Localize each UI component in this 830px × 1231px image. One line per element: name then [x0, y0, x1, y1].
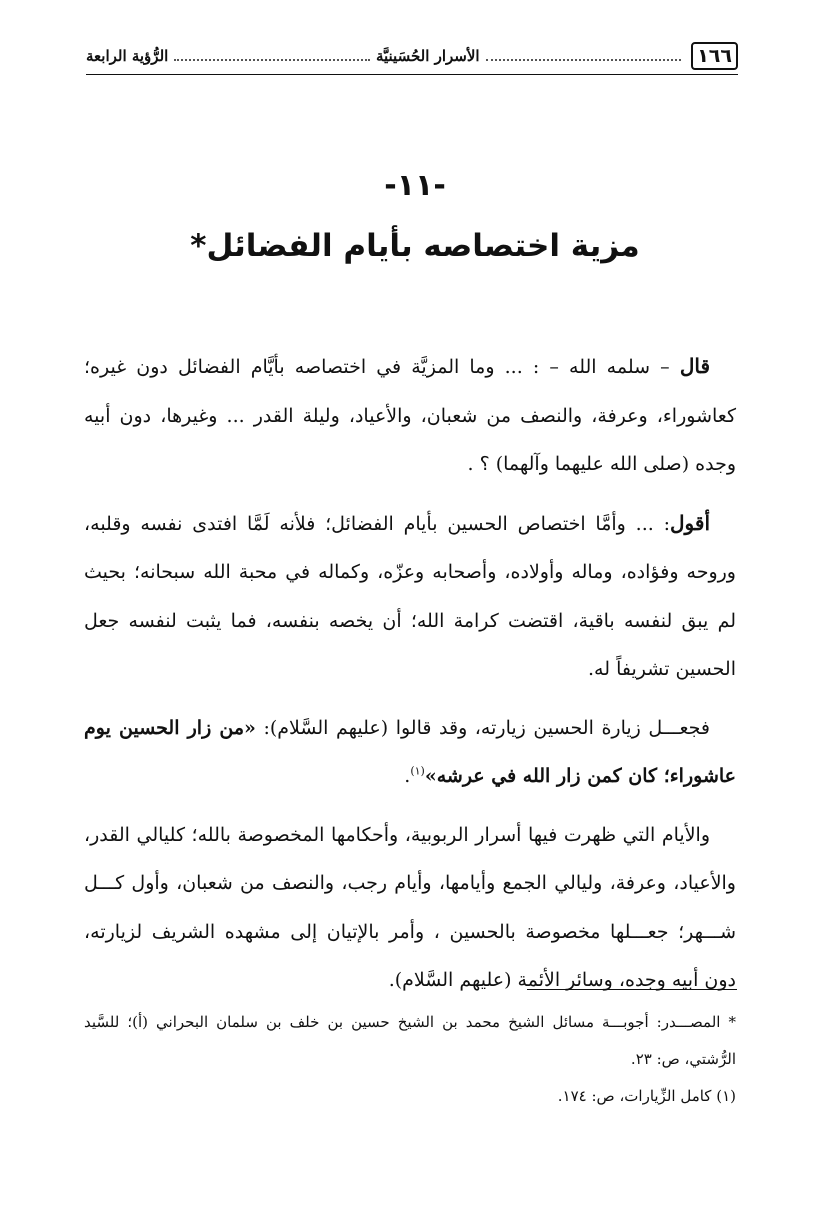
paragraph-question — [84, 342, 736, 489]
footnote-divider — [527, 989, 737, 990]
footnotes — [84, 1004, 736, 1115]
paragraph-lead: أقول — [670, 510, 710, 535]
paragraph-days — [84, 811, 736, 1005]
body-text — [84, 342, 736, 1015]
footnote-1: (١) كامل الزِّيارات، ص: ١٧٤. — [557, 1087, 736, 1105]
paragraph-text: والأيام التي ظهرت فيها أسرار الربوبية، وأحكامها المخصوصة بالله؛ كليالي القدر، والأعياد، وعرفة، وليالي الجمع وأيامها، وأيام رجب، والنصف من شعبان، وأول كـــل شـــهر؛ جعـــلها مخصوصة بالحسين ، وأمر بالإتيان إلى مشهده الشريف لزيارته، دون أبيه وجده، وسائر الأئمة (عليهم السَّلام). — [84, 823, 736, 991]
paragraph-ziyara — [84, 704, 736, 801]
paragraph-end: . — [404, 765, 411, 787]
footnote-ref[interactable]: (١) — [410, 764, 425, 778]
page-number: ١٦٦ — [691, 42, 738, 70]
header-leader-dots — [174, 59, 370, 61]
paragraph-text: – سلمه الله – : ... وما المزيَّة في اختصاصه بأيَّام الفضائل دون غيره؛ كعاشوراء، وعرفة، والنصف من شعبان، والأعياد، وليلة القدر ... وغيرها، دون أبيه وجده (صلى الله عليهما وآلهما) ؟ . — [84, 356, 736, 475]
book-title: الأسرار الحُسَينيَّة — [375, 47, 480, 65]
footnote-source: * المصـــدر: أجوبـــة مسائل الشيخ محمد بن الشيخ حسين بن خلف بن سلمان البحراني (أ)؛ للسَّيد الرُّشتي، ص: ٢٣. — [84, 1013, 736, 1068]
chapter-title: مزية اختصاصه بأيام الفضائل* — [190, 228, 640, 264]
paragraph-text: : ... وأمَّا اختصاص الحسين بأيام الفضائل؛ فلأنه لَمَّا افتدى نفسه وقلبه، وروحه وفؤاده، وماله وأولاده، وأصحابه وعزّه، وكماله في محبة الله سبحانه؛ بحيث لم يبق لنفسه باقية، اقتضت كرامة الله؛ أن يخصه بنفسه، فما يثبت لنفسه جعل الحسين تشريفاً له. — [84, 512, 736, 680]
hadith-quote: «من زار الحسين يوم عاشوراء؛ كان كمن زار الله في عرشه» — [84, 716, 736, 787]
paragraph-text: فجعـــل زيارة الحسين زيارته، وقد قالوا (عليهم السَّلام): — [255, 716, 710, 739]
paragraph-answer — [84, 499, 736, 694]
paragraph-lead: قال — [679, 354, 710, 378]
chapter-number: -١١- — [384, 168, 446, 203]
running-header — [86, 38, 738, 75]
section-title: الرُّؤية الرابعة — [85, 47, 169, 65]
header-leader-dots — [486, 59, 682, 61]
